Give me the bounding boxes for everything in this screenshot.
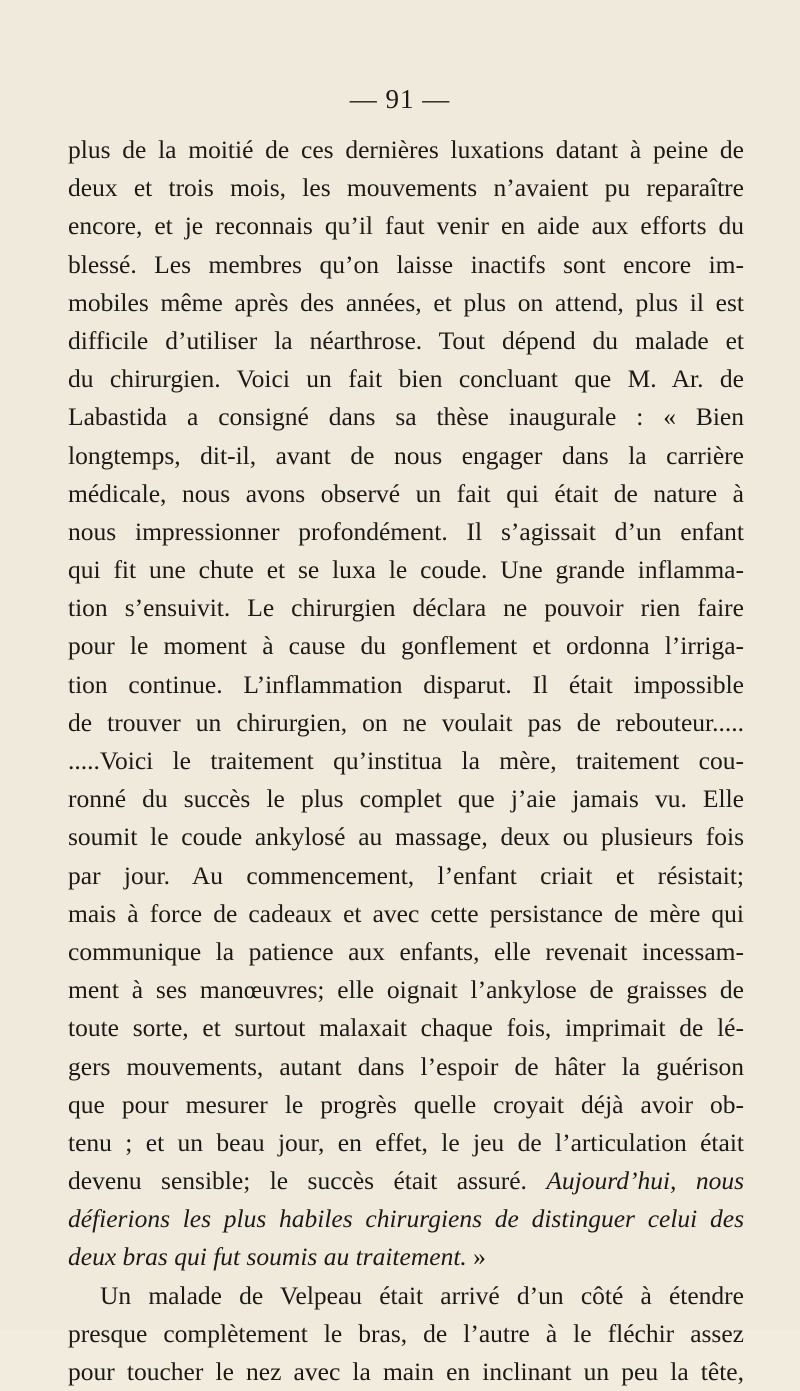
text-line: presque complètement le bras, de l’autre à le fléchir assez	[68, 1318, 744, 1348]
text-line: de trouver un chirurgien, on ne voulait pas de rebouteur.....	[68, 707, 744, 737]
text-line: tenu ; et un beau jour, en effet, le jeu de l’articulation était	[68, 1127, 744, 1157]
text-line: encore, et je reconnais qu’il faut venir en aide aux efforts du	[68, 211, 744, 241]
text-line: tion continue. L’inflammation disparut. Il était impossible	[68, 669, 744, 699]
text-line: mobiles même après des années, et plus on attend, plus il est	[68, 287, 744, 317]
text-line: ment à ses manœuvres; elle oignait l’ankylose de graisses de	[68, 975, 744, 1005]
italic-quote: deux bras qui fut soumis au traitement.	[68, 1242, 467, 1272]
text-line: ronné du succès le plus complet que j’aie jamais vu. Elle	[68, 784, 744, 814]
text-line: gers mouvements, autant dans l’espoir de hâter la guérison	[68, 1051, 744, 1081]
text-line: longtemps, dit-il, avant de nous engager dans la carrière	[68, 440, 744, 470]
text-line-mixed	[68, 1162, 744, 1200]
italic-quote: Aujourd’hui, nous	[546, 1166, 744, 1196]
text-segment: devenu sensible; le succès était assuré.	[68, 1166, 547, 1196]
text-line: par jour. Au commencement, l’enfant criait et résistait;	[68, 860, 744, 890]
italic-quote: défierions les plus habiles chirurgiens de distinguer celui des	[68, 1204, 744, 1234]
text-line: que pour mesurer le progrès quelle croyait déjà avoir ob-	[68, 1089, 744, 1119]
text-line: toute sorte, et surtout malaxait chaque fois, imprimait de lé-	[68, 1013, 744, 1043]
text-line: deux et trois mois, les mouvements n’avaient pu reparaître	[68, 173, 744, 203]
text-line: du chirurgien. Voici un fait bien concluant que M. Ar. de	[68, 364, 744, 394]
text-line: communique la patience aux enfants, elle revenait incessam-	[68, 936, 744, 966]
text-line: plus de la moitié de ces dernières luxations datant à peine de	[68, 135, 744, 164]
text-line: qui fit une chute et se luxa le coude. Une grande inflamma-	[68, 555, 744, 585]
page-number: — 91 —	[349, 84, 451, 114]
text-line: médicale, nous avons observé un fait qui était de nature à	[68, 478, 744, 508]
text-line: mais à force de cadeaux et avec cette persistance de mère qui	[68, 898, 744, 928]
text-line: pour toucher le nez avec la main en inclinant un peu la tête,	[68, 1357, 744, 1386]
closing-quote: »	[466, 1242, 486, 1272]
text-line: tion s’ensuivit. Le chirurgien déclara ne pouvoir rien faire	[68, 593, 744, 623]
text-line: soumit le coude ankylosé au massage, deux ou plusieurs fois	[68, 822, 744, 852]
text-line: .....Voici le traitement qu’institua la mère, traitement cou-	[68, 746, 744, 775]
text-line: blessé. Les membres qu’on laisse inactifs sont encore im-	[68, 249, 744, 279]
text-line-italic	[68, 1200, 744, 1238]
text-line-mixed	[68, 1238, 744, 1276]
body-text	[68, 131, 744, 1391]
text-line: pour le moment à cause du gonflement et ordonna l’irriga-	[68, 631, 744, 661]
text-line: nous impressionner profondément. Il s’agissait d’un enfant	[68, 516, 744, 546]
paragraph-start-line: Un malade de Velpeau était arrivé d’un côté à étendre	[100, 1280, 744, 1310]
text-line: Labastida a consigné dans sa thèse inaugurale : « Bien	[68, 402, 744, 432]
text-line: difficile d’utiliser la néarthrose. Tout dépend du malade et	[68, 325, 744, 355]
